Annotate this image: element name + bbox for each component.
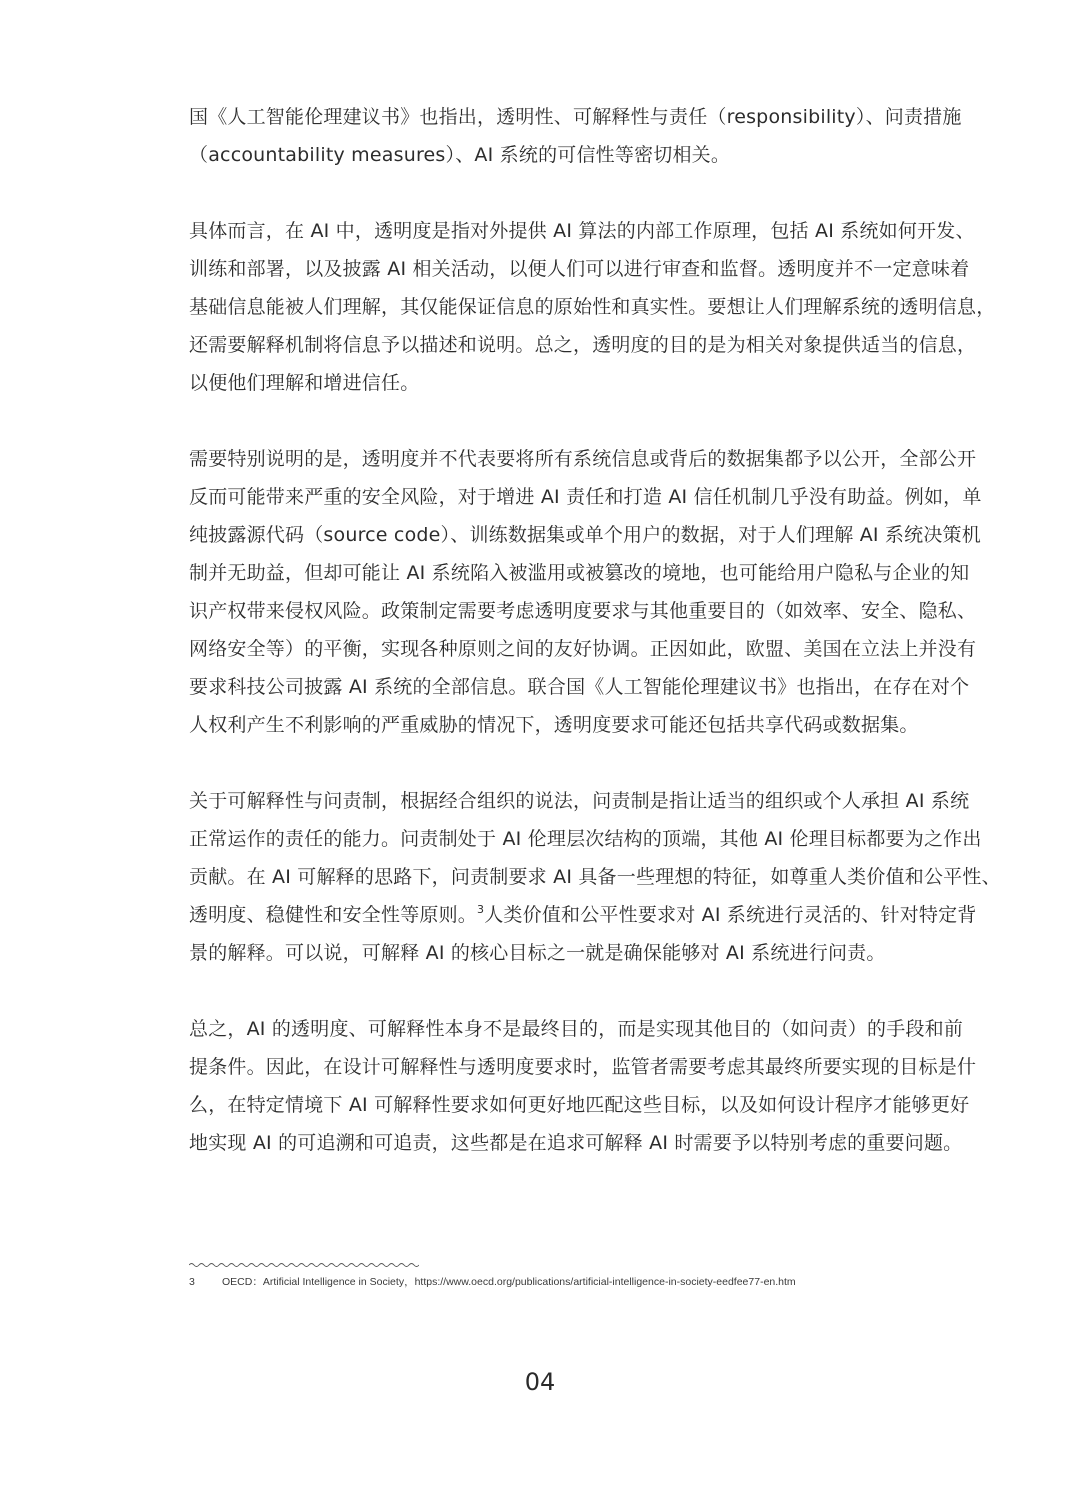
paragraph: [189, 1010, 989, 1162]
text-line: 正常运作的责任的能力。问责制处于 AI 伦理层次结构的顶端，其他 AI 伦理目标都要为之作出: [189, 828, 982, 850]
text-line: 贡献。在 AI 可解释的思路下，问责制要求 AI 具备一些理想的特征，如尊重人类价值和公平性、: [189, 866, 1001, 888]
text-line: 纯披露源代码（source code）、训练数据集或单个用户的数据，对于人们理解 AI 系统决策机: [189, 524, 981, 546]
text-line: 地实现 AI 的可追溯和可追责，这些都是在追求可解释 AI 时需要予以特别考虑的重要问题。: [189, 1132, 963, 1154]
paragraph: [189, 212, 996, 402]
text-line: （accountability measures）、AI 系统的可信性等密切相关。: [189, 144, 731, 166]
text-line: 提条件。因此，在设计可解释性与透明度要求时，监管者需要考虑其最终所要实现的目标是什: [189, 1056, 977, 1078]
text-line: 训练和部署，以及披露 AI 相关活动，以便人们可以进行审查和监督。透明度并不一定意味着: [189, 258, 970, 280]
footnote: [189, 1274, 1049, 1290]
page-number: 04: [524, 1368, 556, 1396]
text-line: 基础信息能被人们理解，其仅能保证信息的原始性和真实性。要想让人们理解系统的透明信息，: [189, 296, 996, 318]
text-line: 景的解释。可以说，可解释 AI 的核心目标之一就是确保能够对 AI 系统进行问责。: [189, 942, 886, 964]
text-line: 总之，AI 的透明度、可解释性本身不是最终目的，而是实现其他目的（如问责）的手段和前: [189, 1018, 964, 1040]
text-line: 关于可解释性与问责制，根据经合组织的说法，问责制是指让适当的组织或个人承担 AI 系统: [189, 790, 970, 812]
footnote-number: 3: [189, 1276, 195, 1288]
text-line: 网络安全等）的平衡，实现各种原则之间的友好协调。正因如此，欧盟、美国在立法上并没有: [189, 638, 977, 660]
text-line: 还需要解释机制将信息予以描述和说明。总之，透明度的目的是为相关对象提供适当的信息，: [189, 334, 977, 356]
footnote-reference: 3: [477, 903, 485, 916]
text-line: 要求科技公司披露 AI 系统的全部信息。联合国《人工智能伦理建议书》也指出，在存在对个: [189, 676, 970, 698]
text-line: 制并无助益，但却可能让 AI 系统陷入被滥用或被篡改的境地，也可能给用户隐私与企业的知: [189, 562, 970, 584]
paragraph: [189, 782, 1001, 972]
text-line: [189, 896, 989, 934]
text-line: 国《人工智能伦理建议书》也指出，透明性、可解释性与责任（responsibility）、问责措施: [189, 106, 962, 128]
text-line: 么，在特定情境下 AI 可解释性要求如何更好地匹配这些目标，以及如何设计程序才能够更好: [189, 1094, 970, 1116]
text-line: 人权利产生不利影响的严重威胁的情况下，透明度要求可能还包括共享代码或数据集。: [189, 714, 919, 736]
paragraph: [189, 98, 989, 174]
text-line: 需要特别说明的是，透明度并不代表要将所有系统信息或背后的数据集都予以公开，全部公开: [189, 448, 977, 470]
text-segment: 透明度、稳健性和安全性等原则。: [189, 904, 478, 926]
paragraph: [189, 440, 989, 744]
text-segment: 人类价值和公平性要求对 AI 系统进行灵活的、针对特定背: [484, 904, 977, 926]
text-line: 反而可能带来严重的安全风险，对于增进 AI 责任和打造 AI 信任机制几乎没有助益。例如，单: [189, 486, 982, 508]
footnote-text: OECD：Artificial Intelligence in Society，https://www.oecd.org/publications/artificial-intelligence-in-society-eedfee77-en.htm: [222, 1276, 796, 1288]
text-line: 具体而言，在 AI 中，透明度是指对外提供 AI 算法的内部工作原理，包括 AI 系统如何开发、: [189, 220, 975, 242]
text-line: 识产权带来侵权风险。政策制定需要考虑透明度要求与其他重要目的（如效率、安全、隐私、: [189, 600, 977, 622]
text-line: 以便他们理解和增进信任。: [189, 372, 420, 394]
footnote-separator: [189, 1262, 419, 1268]
